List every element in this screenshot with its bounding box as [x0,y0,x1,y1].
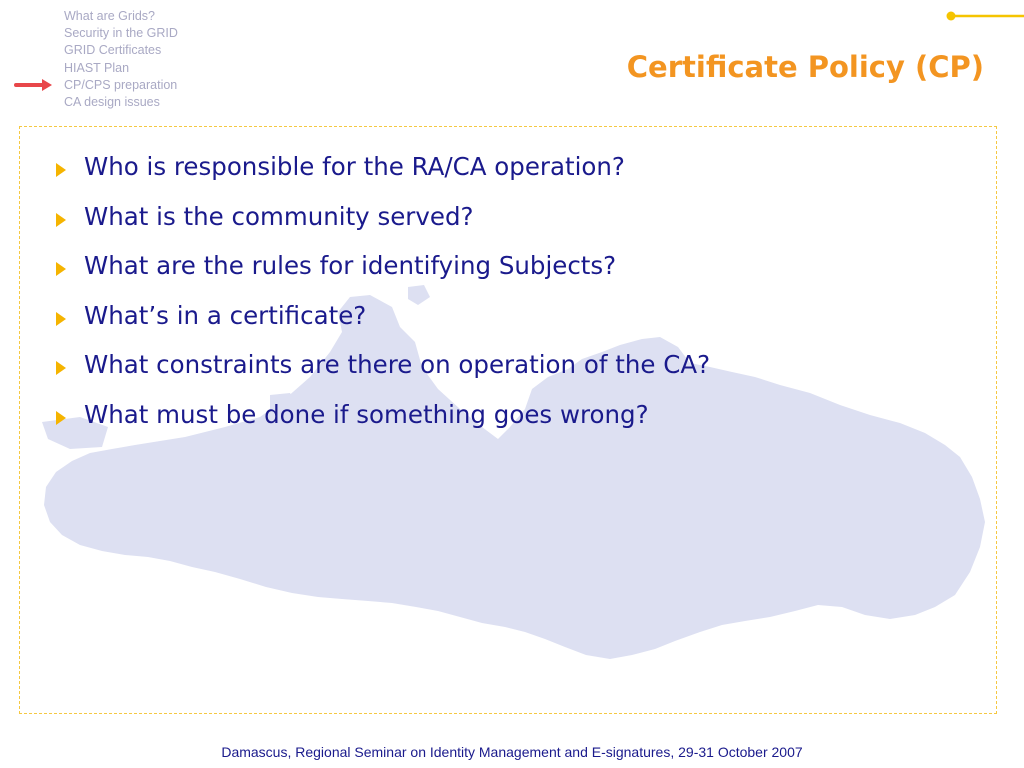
nav-item-cp-cps-preparation[interactable]: CP/CPS preparation [64,77,178,92]
bullet-marker-icon [56,312,66,326]
bullet-marker-icon [56,411,66,425]
nav-item-hiast-plan[interactable]: HIAST Plan [64,60,130,75]
nav-item-what-are-grids[interactable]: What are Grids? [64,9,156,23]
bullet-text: What is the community served? [84,201,474,231]
bullet-marker-icon [56,163,66,177]
bullet-marker-icon [56,213,66,227]
bullet-item [52,400,710,450]
bullet-item [52,152,710,202]
accent-line-icon [944,8,1024,24]
bullet-text: What must be done if something goes wrong? [84,399,649,429]
footer-text: Damascus, Regional Seminar on Identity Management and E-signatures, 29-31 October 2007 [221,744,803,760]
bullet-text: Who is responsible for the RA/CA operation? [84,152,625,181]
bullet-text: What constraints are there on operation of the CA? [84,350,711,380]
bullet-text: What’s in a certificate? [84,300,367,330]
section-nav [64,8,178,111]
nav-item-grid-certificates[interactable]: GRID Certificates [64,43,162,58]
bullet-marker-icon [56,361,66,375]
bullet-item [52,251,710,301]
current-section-arrow-icon [14,75,54,95]
nav-item-security[interactable]: Security in the GRID [64,26,178,41]
bullet-list [52,152,710,450]
slide-title: Certificate Policy (CP) [626,50,984,84]
bullet-item [52,350,710,400]
bullet-item [52,301,710,351]
bullet-text: What are the rules for identifying Subjects? [84,251,617,281]
nav-item-ca-design-issues[interactable]: CA design issues [64,95,160,110]
bullet-item [52,202,710,252]
bullet-marker-icon [56,262,66,276]
